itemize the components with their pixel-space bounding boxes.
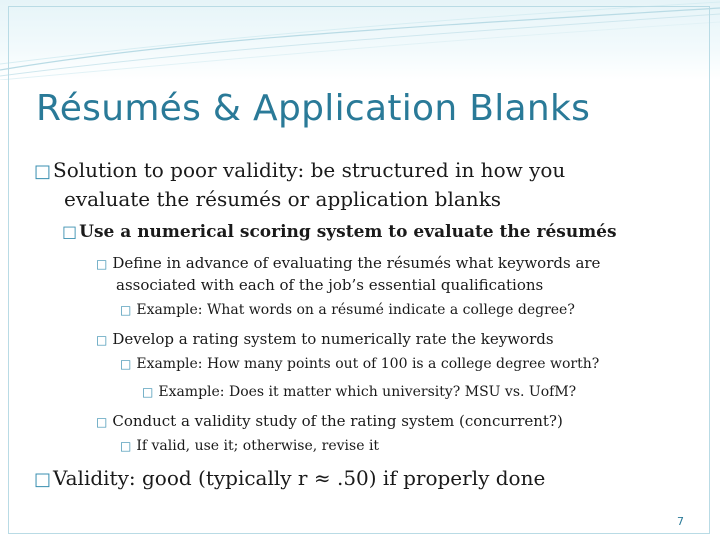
bullet-continuation: [64, 187, 501, 211]
slide-title: Résumés & Application Blanks: [36, 88, 591, 129]
bullet-text: Example: How many points out of 100 is a college degree worth?: [136, 356, 600, 372]
square-bullet-icon: □: [142, 385, 154, 399]
square-bullet-icon: □: [120, 303, 132, 317]
bullet-item: [96, 254, 600, 272]
bullet-item: [120, 438, 379, 454]
bullet-item: [120, 302, 575, 318]
bullet-item: [34, 158, 565, 182]
bullet-text: Develop a rating system to numerically rate the keywords: [112, 330, 554, 348]
bullet-text: Define in advance of evaluating the résumés what keywords are: [112, 254, 601, 272]
bullet-text: Validity: good (typically r ≈ .50) if properly done: [53, 466, 546, 490]
bullet-text: Solution to poor validity: be structured in how you: [53, 158, 566, 182]
bullet-text: associated with each of the job’s essential qualifications: [116, 276, 544, 294]
bullet-text: evaluate the résumés or application blanks: [64, 187, 502, 211]
bullet-text: Example: Does it matter which university? MSU vs. UofM?: [158, 384, 577, 400]
bullet-item: [120, 356, 599, 372]
bullet-text: Example: What words on a résumé indicate a college degree?: [136, 302, 575, 318]
bullet-item: [62, 222, 617, 242]
bullet-text: If valid, use it; otherwise, revise it: [136, 438, 380, 454]
bullet-item: [96, 412, 563, 430]
bullet-item: [142, 384, 576, 400]
square-bullet-icon: □: [62, 222, 78, 241]
bullet-continuation: [116, 276, 543, 294]
bullet-item: [96, 330, 554, 348]
square-bullet-icon: □: [34, 161, 52, 182]
bullet-item: [34, 466, 545, 490]
page-number: 7: [677, 515, 684, 528]
square-bullet-icon: □: [96, 333, 108, 347]
bullet-text: Conduct a validity study of the rating system (concurrent?): [112, 412, 563, 430]
square-bullet-icon: □: [96, 257, 108, 271]
square-bullet-icon: □: [34, 469, 52, 490]
bullet-text: Use a numerical scoring system to evaluate the résumés: [79, 222, 617, 242]
square-bullet-icon: □: [120, 357, 132, 371]
square-bullet-icon: □: [120, 439, 132, 453]
square-bullet-icon: □: [96, 415, 108, 429]
